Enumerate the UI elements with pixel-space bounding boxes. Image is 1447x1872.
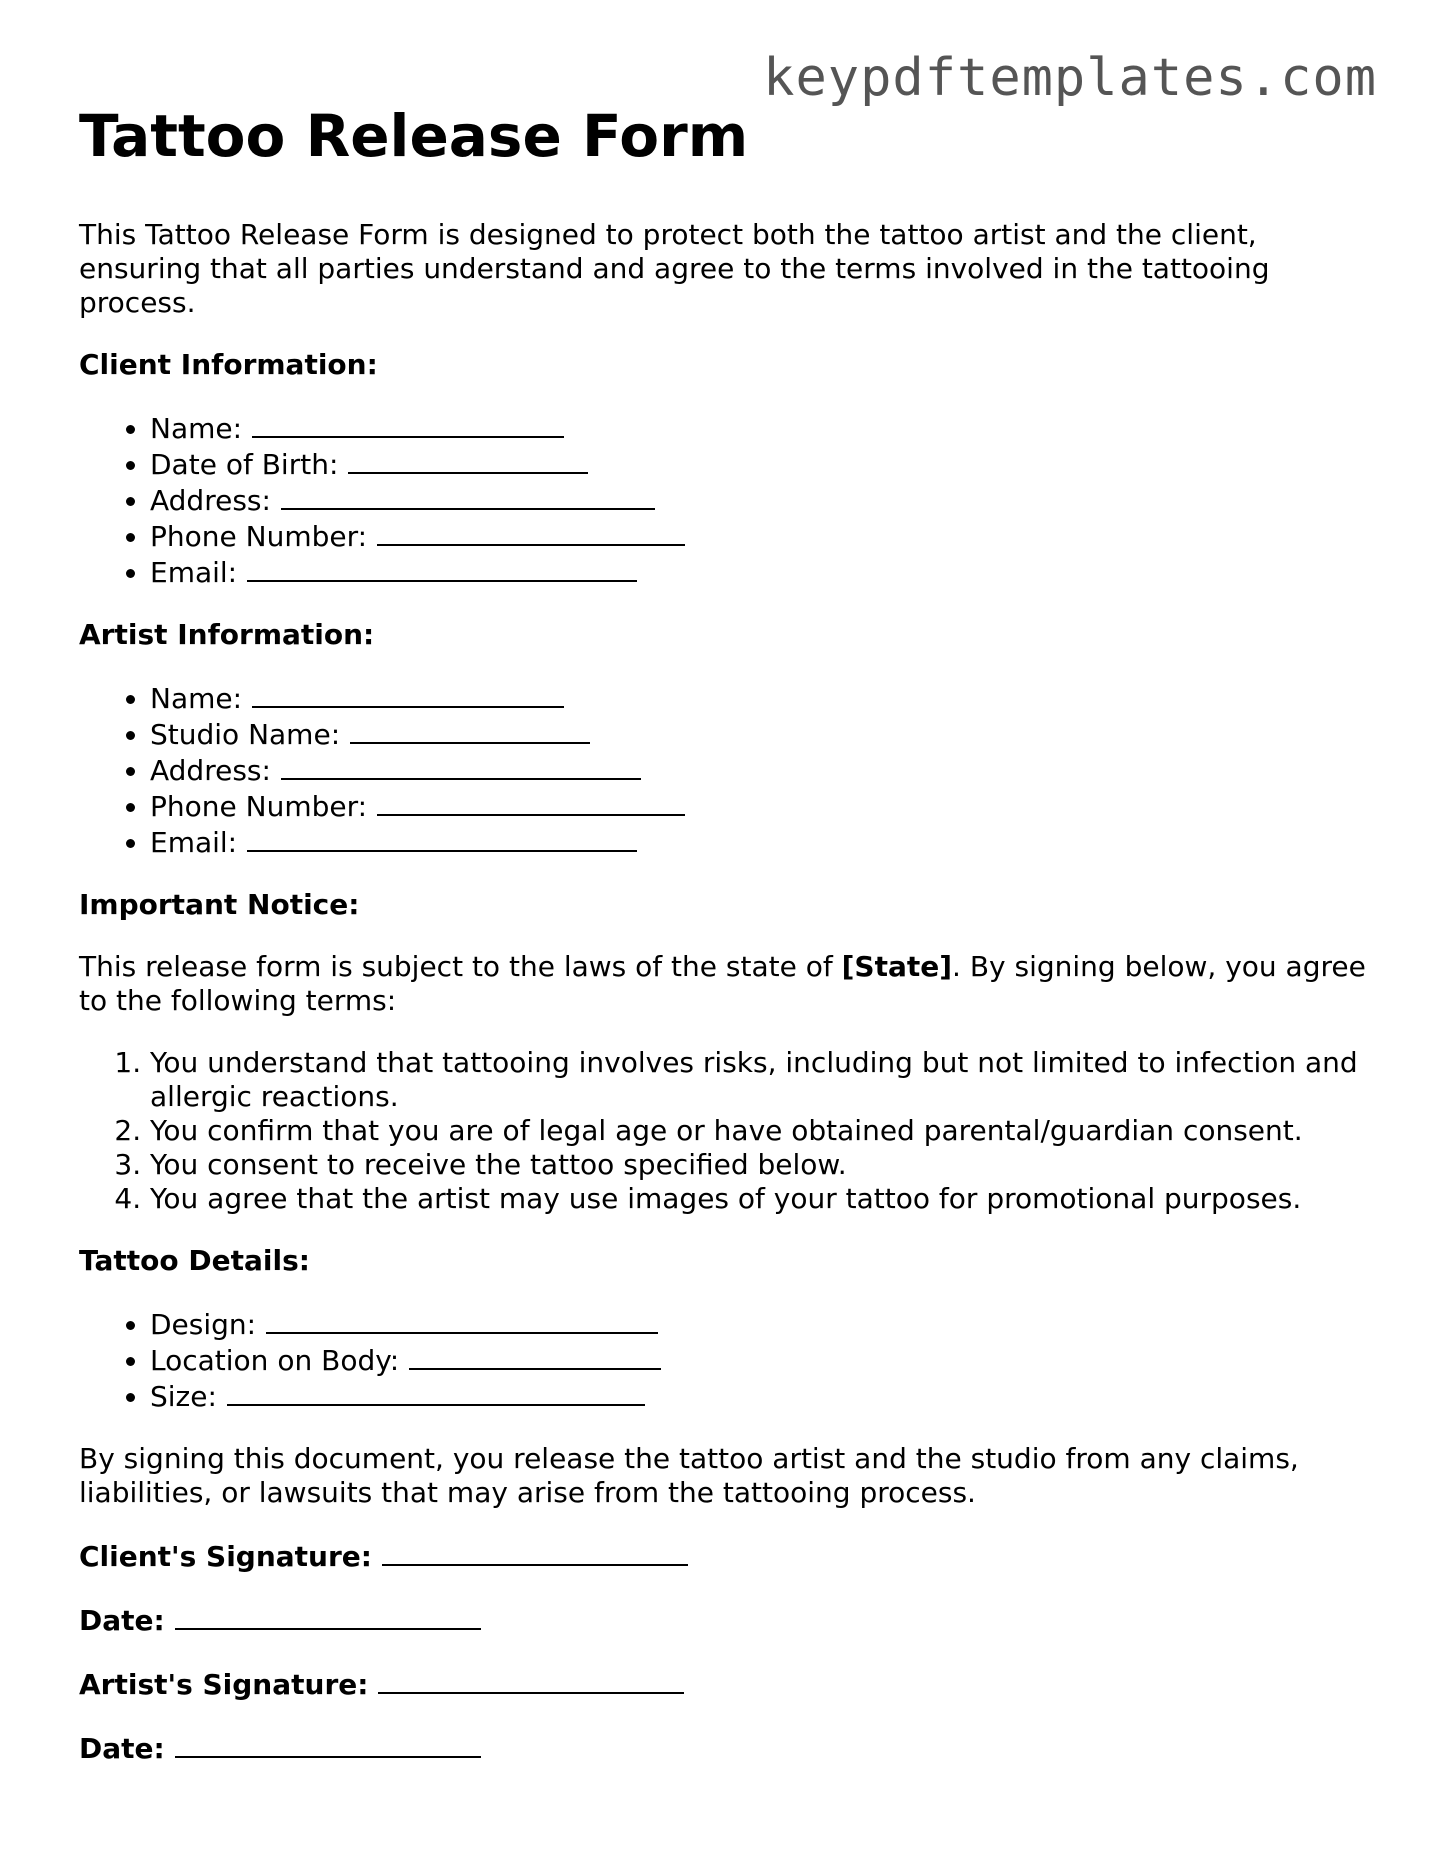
field-label: Address: bbox=[150, 484, 271, 517]
client-info-heading: Client Information: bbox=[79, 348, 378, 381]
artist-date-line bbox=[79, 1730, 1379, 1766]
artist-date-blank[interactable] bbox=[175, 1730, 481, 1758]
signature-label: Artist's Signature: bbox=[79, 1668, 369, 1701]
artist-info-heading: Artist Information: bbox=[79, 618, 375, 651]
artist-phone-item bbox=[150, 788, 1379, 824]
size-item bbox=[150, 1378, 1379, 1414]
artist-signature-blank[interactable] bbox=[378, 1666, 684, 1694]
artist-name-item bbox=[150, 680, 1379, 716]
client-name-item bbox=[150, 410, 1379, 446]
design-item bbox=[150, 1306, 1379, 1342]
client-dob-blank[interactable] bbox=[348, 446, 588, 474]
client-signature-blank[interactable] bbox=[382, 1538, 688, 1566]
design-blank[interactable] bbox=[266, 1306, 658, 1334]
client-name-blank[interactable] bbox=[252, 410, 564, 438]
field-label: Name: bbox=[150, 412, 243, 445]
artist-studio-blank[interactable] bbox=[350, 716, 590, 744]
field-label: Location on Body: bbox=[150, 1344, 400, 1377]
field-label: Email: bbox=[150, 556, 238, 589]
field-label: Email: bbox=[150, 826, 238, 859]
artist-email-blank[interactable] bbox=[247, 824, 637, 852]
terms-list bbox=[79, 1046, 1379, 1216]
notice-heading: Important Notice: bbox=[79, 888, 360, 921]
artist-info-list bbox=[79, 680, 1379, 860]
field-label: Size: bbox=[150, 1380, 217, 1413]
artist-studio-item bbox=[150, 716, 1379, 752]
location-blank[interactable] bbox=[409, 1342, 661, 1370]
document-page bbox=[79, 102, 1379, 1794]
term-item: 1. You understand that tattooing involves risks, including but not limited to infection and allergic reactions. bbox=[150, 1046, 1379, 1114]
artist-email-item bbox=[150, 824, 1379, 860]
client-address-blank[interactable] bbox=[281, 482, 655, 510]
notice-text-before: This release form is subject to the laws of the state of bbox=[79, 950, 842, 983]
term-item: 4. You agree that the artist may use images of your tattoo for promotional purposes. bbox=[150, 1182, 1379, 1216]
date-label: Date: bbox=[79, 1604, 165, 1637]
client-phone-blank[interactable] bbox=[377, 518, 685, 546]
field-label: Phone Number: bbox=[150, 520, 368, 553]
client-address-item bbox=[150, 482, 1379, 518]
size-blank[interactable] bbox=[227, 1378, 645, 1406]
artist-address-item bbox=[150, 752, 1379, 788]
artist-signature-line bbox=[79, 1666, 1379, 1702]
artist-address-blank[interactable] bbox=[281, 752, 641, 780]
location-item bbox=[150, 1342, 1379, 1378]
notice-text-after: . By signing below, you agree to the following terms: bbox=[79, 950, 1366, 1017]
client-email-item bbox=[150, 554, 1379, 590]
field-label: Phone Number: bbox=[150, 790, 368, 823]
date-label: Date: bbox=[79, 1732, 165, 1765]
client-date-blank[interactable] bbox=[175, 1602, 481, 1630]
term-item: 2. You confirm that you are of legal age or have obtained parental/guardian consent. bbox=[150, 1114, 1379, 1148]
field-label: Studio Name: bbox=[150, 718, 341, 751]
field-label: Name: bbox=[150, 682, 243, 715]
intro-paragraph: This Tattoo Release Form is designed to protect both the tattoo artist and the client, ensuring that all parties understand and agree to the terms involved in the tattooing process. bbox=[79, 218, 1270, 319]
artist-phone-blank[interactable] bbox=[377, 788, 685, 816]
tattoo-details-list bbox=[79, 1306, 1379, 1414]
client-signature-line bbox=[79, 1538, 1379, 1574]
notice-paragraph bbox=[79, 950, 1379, 1018]
client-info-list bbox=[79, 410, 1379, 590]
client-dob-item bbox=[150, 446, 1379, 482]
release-statement: By signing this document, you release the tattoo artist and the studio from any claims, liabilities, or lawsuits that may arise from the tattooing process. bbox=[79, 1442, 1299, 1509]
watermark: keypdftemplates.com bbox=[763, 48, 1377, 108]
client-date-line bbox=[79, 1602, 1379, 1638]
tattoo-details-heading: Tattoo Details: bbox=[79, 1244, 310, 1277]
field-label: Date of Birth: bbox=[150, 448, 339, 481]
field-label: Design: bbox=[150, 1308, 257, 1341]
document-title: Tattoo Release Form bbox=[79, 102, 749, 170]
state-placeholder: [State] bbox=[841, 950, 953, 983]
client-email-blank[interactable] bbox=[247, 554, 637, 582]
client-phone-item bbox=[150, 518, 1379, 554]
artist-name-blank[interactable] bbox=[252, 680, 564, 708]
field-label: Address: bbox=[150, 754, 271, 787]
term-item: 3. You consent to receive the tattoo specified below. bbox=[150, 1148, 1379, 1182]
signature-label: Client's Signature: bbox=[79, 1540, 372, 1573]
